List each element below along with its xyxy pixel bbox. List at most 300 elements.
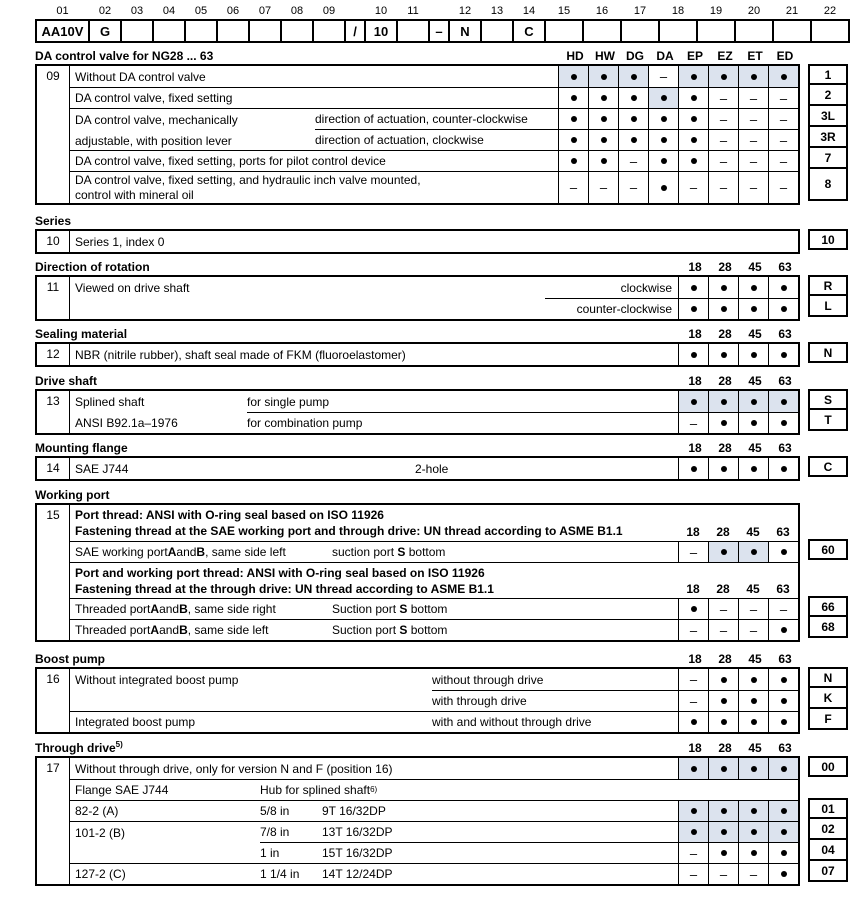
dot-icon	[691, 766, 697, 772]
dot-icon	[631, 137, 637, 143]
code-column	[808, 342, 848, 363]
available-cell	[588, 88, 618, 108]
section-title: Working port	[35, 488, 110, 502]
dot-icon	[691, 74, 697, 80]
position-label: 04	[162, 5, 176, 17]
section-title: Series	[35, 214, 72, 228]
dot-icon	[691, 352, 697, 358]
column-header-label: 45	[746, 525, 760, 539]
available-cell	[618, 66, 648, 87]
text-fragment: Suction port	[332, 623, 400, 637]
ordering-code-column	[696, 4, 736, 43]
available-cell	[558, 66, 588, 87]
dot-icon	[721, 677, 727, 683]
available-cell	[768, 620, 798, 640]
dot-icon	[721, 352, 727, 358]
dot-icon	[691, 306, 697, 312]
dot-icon	[781, 306, 787, 312]
dot-icon	[781, 627, 787, 633]
available-cell	[768, 669, 798, 690]
code-cell: R	[808, 275, 848, 296]
subsection-header: Port thread: ANSI with O-ring seal based on ISO 11926 Fastening thread at the SAE working port and through drive: UN thread according to ASME B1.1 18 28 45 63	[70, 505, 798, 541]
code-box-filled: G	[88, 19, 122, 43]
available-cell	[588, 109, 618, 129]
available-cell	[738, 391, 768, 412]
dot-icon	[751, 698, 757, 704]
position-label: 14	[522, 5, 536, 17]
column-headers	[678, 581, 798, 597]
code-column	[808, 503, 848, 638]
ordering-code-column	[248, 4, 282, 43]
table-row	[70, 541, 798, 562]
code-box-empty	[152, 19, 186, 43]
available-cell	[678, 277, 708, 298]
code-box-empty	[480, 19, 514, 43]
text-fragment: and	[159, 602, 180, 616]
section-heading	[35, 441, 865, 455]
table-subrow	[260, 842, 798, 863]
subrow-label: for combination pump	[247, 416, 363, 430]
dot-icon	[781, 352, 787, 358]
position-label: 13	[490, 5, 504, 17]
section-heading	[35, 741, 865, 755]
through-drive-table	[35, 756, 848, 886]
dot-icon	[571, 95, 577, 101]
dot-icon	[781, 74, 787, 80]
position-label: 01	[56, 5, 69, 17]
column-header-label: 18	[688, 652, 702, 666]
section-mounting-flange	[0, 441, 865, 481]
row-sublabel	[332, 545, 445, 559]
column-header-label: 45	[748, 327, 762, 341]
dot-icon	[721, 719, 727, 725]
available-cell	[558, 151, 588, 171]
column-header-label: 18	[688, 441, 702, 455]
position-label: 02	[98, 5, 112, 17]
spline-spec: 15T 16/32DP	[322, 846, 393, 861]
not-available-cell: –	[768, 130, 798, 150]
available-cell	[738, 277, 768, 298]
section-title: Direction of rotation	[35, 260, 150, 274]
not-available-cell: –	[708, 130, 738, 150]
available-cell	[648, 88, 678, 108]
available-cell	[768, 277, 798, 298]
code-column	[808, 229, 848, 250]
mounting-flange-table	[35, 456, 848, 481]
available-cell	[678, 344, 708, 365]
available-cell	[558, 130, 588, 150]
dot-icon	[631, 74, 637, 80]
dot-icon	[751, 285, 757, 291]
code-column	[808, 667, 848, 730]
available-cell	[678, 151, 708, 171]
rowgroup-description: Splined shaft ANSI B92.1a–1976	[75, 395, 178, 430]
table-subrow	[260, 822, 798, 842]
code-box-empty	[658, 19, 698, 43]
dot-icon	[781, 677, 787, 683]
drive-shaft-table	[35, 389, 848, 435]
column-header-label: ED	[776, 49, 794, 63]
subrow-label: for single pump	[247, 394, 330, 409]
column-header-label: 28	[716, 582, 730, 596]
dot-icon	[601, 137, 607, 143]
available-cell	[678, 822, 708, 842]
text-fragment: SAE working port	[75, 545, 168, 559]
code-cell: L	[808, 294, 848, 317]
code-cell: T	[808, 408, 848, 431]
dot-icon	[691, 829, 697, 835]
table-rowgroup	[70, 108, 798, 150]
subrow-label: counter-clockwise	[576, 302, 672, 316]
ordering-code-column	[35, 4, 90, 43]
position-label: 17	[633, 5, 647, 17]
code-cell: 10	[808, 229, 848, 250]
available-cell	[768, 712, 798, 732]
position-number: 09	[37, 66, 70, 203]
available-cell	[678, 88, 708, 108]
table-row	[70, 231, 798, 252]
dot-icon	[601, 116, 607, 122]
row-description: SAE J744	[75, 461, 129, 476]
available-cell	[678, 712, 708, 732]
position-label: 21	[785, 5, 799, 17]
section-da-control-valve	[0, 49, 865, 205]
dot-icon	[751, 829, 757, 835]
available-cell	[678, 391, 708, 412]
column-headers	[680, 374, 800, 388]
available-cell	[588, 151, 618, 171]
hub-size: 7/8 in	[260, 825, 290, 840]
available-cell	[678, 599, 708, 619]
code-cell: N	[808, 667, 848, 688]
rowgroup-description: Without integrated boost pump	[75, 673, 239, 687]
dot-icon	[781, 420, 787, 426]
available-cell	[708, 843, 738, 863]
column-headers	[678, 524, 798, 540]
code-box-empty	[396, 19, 430, 43]
available-cell	[738, 542, 768, 562]
dot-icon	[691, 399, 697, 405]
flange-column-header: Flange SAE J744	[75, 783, 169, 797]
code-cell: 66	[808, 596, 848, 617]
text-fragment: suction port	[332, 545, 398, 559]
dot-icon	[781, 466, 787, 472]
text-fragment: and	[176, 545, 197, 559]
position-label: 03	[130, 5, 144, 17]
flange-size: 101-2 (B)	[75, 826, 126, 840]
section-title: Mounting flange	[35, 441, 128, 455]
text-fragment: S	[397, 545, 406, 559]
code-cell: 3L	[808, 104, 848, 127]
available-cell	[648, 151, 678, 171]
text-fragment: B	[196, 545, 206, 559]
dot-icon	[601, 74, 607, 80]
dot-icon	[751, 549, 757, 555]
position-label: 07	[258, 5, 272, 17]
subrow-label: clockwise	[620, 280, 672, 295]
dot-icon	[781, 766, 787, 772]
text-fragment: S	[399, 602, 408, 616]
available-cell	[768, 801, 798, 821]
code-cell: 60	[808, 539, 848, 560]
code-box-empty	[810, 19, 850, 43]
section-heading	[35, 327, 865, 341]
code-box-filled: C	[512, 19, 546, 43]
column-header-label: EP	[686, 49, 703, 63]
table-row	[70, 458, 798, 479]
dot-icon	[721, 74, 727, 80]
code-cell: N	[808, 342, 848, 363]
available-cell	[708, 691, 738, 711]
table-subrow	[545, 298, 798, 319]
available-cell	[678, 109, 708, 129]
available-cell	[678, 66, 708, 87]
table-row	[70, 150, 798, 171]
dot-icon	[781, 808, 787, 814]
dot-icon	[751, 74, 757, 80]
dot-icon	[721, 829, 727, 835]
hub-size: 5/8 in	[260, 804, 290, 818]
hub-size: 1 1/4 in	[260, 867, 300, 881]
text-fragment: , same side left	[187, 623, 269, 637]
table-row	[70, 344, 798, 365]
not-available-cell: –	[618, 172, 648, 203]
dot-icon	[691, 466, 697, 472]
column-header-label: 28	[718, 652, 732, 666]
not-available-cell: –	[738, 88, 768, 108]
not-available-cell: –	[708, 599, 738, 619]
not-available-cell: –	[648, 66, 678, 87]
column-header-label: DG	[626, 49, 644, 63]
position-label: 12	[458, 5, 472, 17]
available-cell	[708, 758, 738, 779]
code-box-empty	[312, 19, 346, 43]
not-available-cell: –	[738, 620, 768, 640]
row-description: DA control valve, fixed setting, and hydraulic inch valve mounted, control with mineral oil	[75, 173, 421, 202]
available-cell	[738, 691, 768, 711]
section-through-drive	[0, 741, 865, 886]
column-header-label: 18	[686, 525, 700, 539]
available-cell	[768, 542, 798, 562]
dot-icon	[661, 116, 667, 122]
text-fragment: A	[167, 545, 177, 559]
dot-icon	[571, 74, 577, 80]
dot-icon	[601, 95, 607, 101]
dot-icon	[691, 285, 697, 291]
available-cell	[738, 843, 768, 863]
available-cell	[738, 801, 768, 821]
available-cell	[588, 66, 618, 87]
dot-icon	[781, 719, 787, 725]
not-available-cell: –	[678, 620, 708, 640]
position-label: 06	[226, 5, 240, 17]
hub-column-header: Hub for splined shaft 6)	[260, 783, 378, 797]
available-cell	[618, 88, 648, 108]
position-label: 15	[557, 5, 571, 17]
column-header-label: HW	[595, 49, 615, 63]
code-column	[808, 756, 848, 882]
ordering-code-column	[280, 4, 314, 43]
row-description	[75, 623, 332, 637]
not-available-cell: –	[768, 109, 798, 129]
dot-icon	[691, 116, 697, 122]
position-label: 22	[823, 5, 837, 17]
code-box-empty	[280, 19, 314, 43]
section-boost-pump	[0, 652, 865, 734]
section-heading	[35, 374, 865, 388]
available-cell	[708, 822, 738, 842]
code-box-filled: /	[344, 19, 366, 43]
code-cell: 04	[808, 838, 848, 861]
available-cell	[708, 66, 738, 87]
code-box-empty	[184, 19, 218, 43]
column-headers	[680, 260, 800, 274]
section-working-port	[0, 488, 865, 642]
table-rowgroup	[70, 391, 798, 433]
table-row	[70, 171, 798, 203]
ordering-code-column	[120, 4, 154, 43]
code-box-empty	[216, 19, 250, 43]
code-box-empty	[734, 19, 774, 43]
sealing-table	[35, 342, 848, 367]
code-box-filled: N	[448, 19, 482, 43]
available-cell	[738, 458, 768, 479]
ordering-code-column	[344, 4, 366, 43]
position-label: 05	[194, 5, 208, 17]
table-subrow	[247, 391, 798, 412]
ordering-code-column	[448, 4, 482, 43]
row-sublabel: 2-hole	[415, 461, 449, 476]
column-headers	[680, 441, 800, 455]
column-headers	[680, 652, 800, 666]
not-available-cell: –	[678, 542, 708, 562]
code-cell: 07	[808, 859, 848, 882]
text-fragment: B	[179, 602, 188, 616]
dot-icon	[661, 185, 667, 191]
not-available-cell: –	[678, 691, 708, 711]
table-subrow	[247, 412, 798, 433]
available-cell	[738, 66, 768, 87]
dot-icon	[751, 466, 757, 472]
text-fragment: , same side left	[205, 545, 286, 559]
column-header-label: 63	[778, 327, 792, 341]
rotation-table	[35, 275, 848, 321]
code-cell: 02	[808, 817, 848, 840]
column-header-label: 28	[718, 441, 732, 455]
position-label: 08	[290, 5, 304, 17]
dot-icon	[721, 850, 727, 856]
column-header-label: 63	[778, 374, 792, 388]
not-available-cell: –	[708, 109, 738, 129]
not-available-cell: –	[678, 864, 708, 884]
position-number: 15	[37, 505, 70, 640]
da-table	[35, 64, 848, 205]
ordering-code-column	[312, 4, 346, 43]
code-box-empty	[620, 19, 660, 43]
column-header-label: EZ	[717, 49, 733, 63]
dot-icon	[721, 698, 727, 704]
code-column	[808, 275, 848, 317]
dot-icon	[721, 399, 727, 405]
row-description: NBR (nitrile rubber), shaft seal made of FKM (fluoroelastomer)	[75, 347, 406, 362]
code-box-empty	[248, 19, 282, 43]
available-cell	[768, 66, 798, 87]
dot-icon	[661, 137, 667, 143]
rowgroup-description: DA control valve, mechanically adjustable, with position lever	[75, 113, 238, 148]
text-fragment: A	[150, 623, 160, 637]
section-title: DA control valve for NG28 ... 63	[35, 49, 214, 63]
position-label	[344, 4, 366, 19]
column-header-label: 63	[776, 582, 790, 596]
column-headers	[680, 741, 800, 755]
section-heading	[35, 652, 865, 666]
dot-icon	[751, 352, 757, 358]
available-cell	[588, 130, 618, 150]
dot-icon	[691, 137, 697, 143]
footnote-marker: 5)	[115, 740, 123, 749]
ordering-code-column	[428, 4, 450, 43]
section-title: Sealing material	[35, 327, 128, 341]
code-cell: 1	[808, 64, 848, 85]
section-drive-shaft	[0, 374, 865, 435]
available-cell	[678, 458, 708, 479]
dot-icon	[751, 808, 757, 814]
available-cell	[708, 669, 738, 690]
position-number: 11	[37, 277, 70, 319]
available-cell	[648, 172, 678, 203]
column-header-label: 18	[686, 582, 700, 596]
code-box-empty	[582, 19, 622, 43]
column-header-label: 63	[778, 260, 792, 274]
spline-spec: 13T 16/32DP	[322, 825, 393, 840]
column-header-label: 45	[748, 260, 762, 274]
ordering-code-column	[810, 4, 850, 43]
subrow-label: direction of actuation, counter-clockwise	[315, 112, 528, 127]
ordering-code-column	[396, 4, 430, 43]
subsection-header: Port and working port thread: ANSI with O-ring seal based on ISO 11926 Fastening thread at the through drive: UN thread according to ASME B1.1 18 28 45 63	[70, 562, 798, 598]
available-cell	[738, 822, 768, 842]
section-sealing-material	[0, 327, 865, 367]
ordering-code-column	[152, 4, 186, 43]
subrow-label: direction of actuation, clockwise	[315, 133, 484, 148]
available-cell	[618, 130, 648, 150]
column-header-label: 28	[716, 525, 730, 539]
section-heading	[35, 260, 865, 274]
dot-icon	[781, 850, 787, 856]
code-box-empty	[772, 19, 812, 43]
table-row	[70, 87, 798, 108]
text-fragment: bottom	[407, 602, 448, 616]
column-header-label: 18	[688, 327, 702, 341]
column-header-label: DA	[656, 49, 674, 63]
dot-icon	[751, 306, 757, 312]
subrow-label: without through drive	[432, 672, 544, 687]
text-fragment: Threaded port	[75, 602, 151, 616]
position-number: 14	[37, 458, 70, 479]
text-fragment: S	[399, 623, 408, 637]
dot-icon	[781, 285, 787, 291]
not-available-cell: –	[768, 151, 798, 171]
ordering-code-column	[184, 4, 218, 43]
not-available-cell: –	[708, 620, 738, 640]
dot-icon	[721, 808, 727, 814]
dot-icon	[721, 306, 727, 312]
available-cell	[618, 109, 648, 129]
dot-icon	[781, 871, 787, 877]
row-sublabel	[332, 623, 447, 637]
column-header-label: 28	[718, 374, 732, 388]
code-box-empty	[544, 19, 584, 43]
